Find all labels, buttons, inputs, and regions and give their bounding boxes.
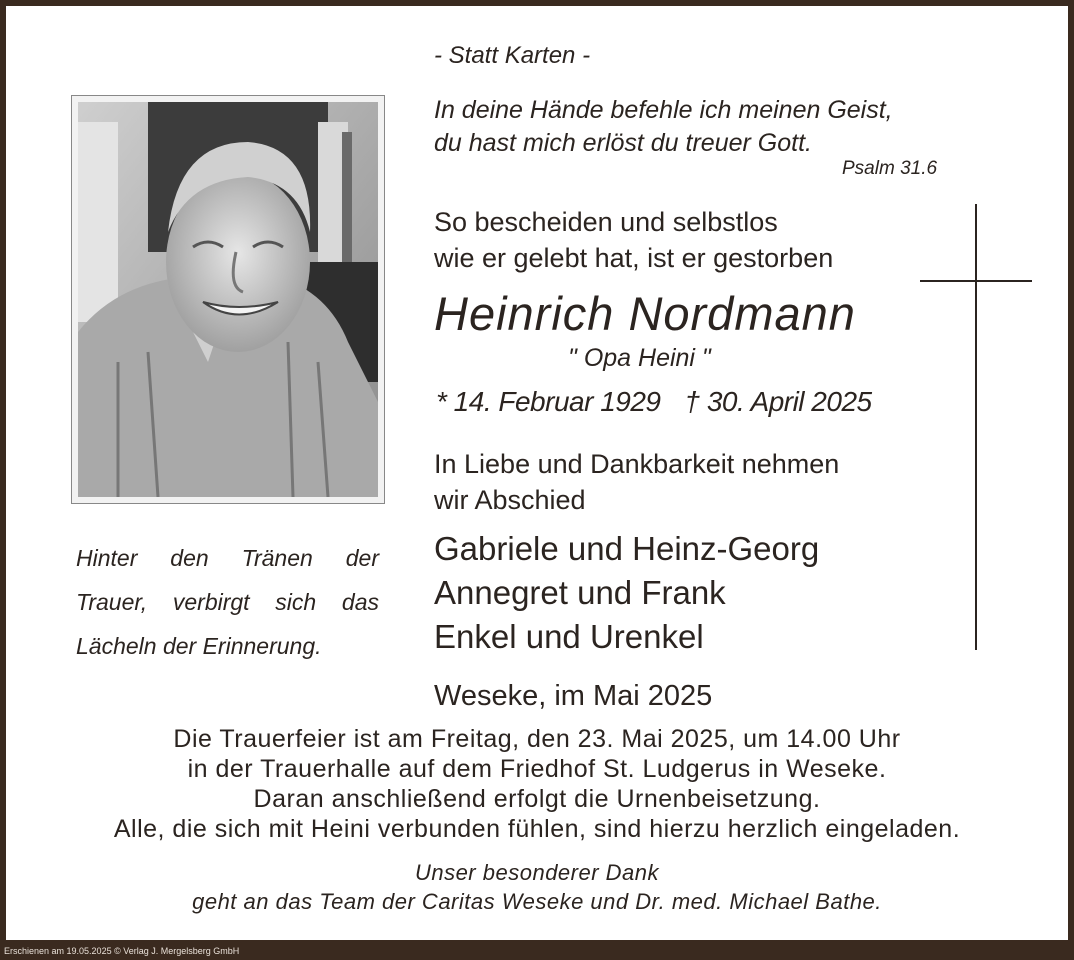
death-date: † 30. April 2025 xyxy=(684,386,872,417)
epitaph-line: So bescheiden und selbstlos xyxy=(434,207,778,237)
publication-footer: Erschienen am 19.05.2025 © Verlag J. Mergelsberg GmbH xyxy=(4,946,240,956)
ceremony-line: Daran anschließend erfolgt die Urnenbeisetzung. xyxy=(253,785,821,813)
bible-verse-line: In deine Hände befehle ich meinen Geist, xyxy=(434,96,893,124)
ceremony-info xyxy=(6,724,1068,844)
ceremony-line: in der Trauerhalle auf dem Friedhof St. Ludgerus in Weseke. xyxy=(187,755,887,783)
family-member: Gabriele und Heinz-Georg xyxy=(434,530,820,567)
ceremony-line: Die Trauerfeier ist am Freitag, den 23. Mai 2025, um 14.00 Uhr xyxy=(173,725,901,753)
deceased-name: Heinrich Nordmann xyxy=(434,287,856,340)
cross-icon xyxy=(920,204,1032,650)
bible-verse-source: Psalm 31.6 xyxy=(842,158,938,179)
quote-line: Lächeln der Erinnerung. xyxy=(76,633,322,659)
memorial-quote xyxy=(76,536,379,668)
birth-date: * 14. Februar 1929 xyxy=(436,386,661,417)
bible-verse-line: du hast mich erlöst du treuer Gott. xyxy=(434,129,812,157)
quote-line: Hinter den Tränen der xyxy=(76,545,379,571)
header-statt-karten: - Statt Karten - xyxy=(434,42,591,69)
life-dates xyxy=(436,386,872,418)
epitaph xyxy=(434,204,833,276)
portrait-photo xyxy=(78,102,378,497)
deceased-nickname: " Opa Heini " xyxy=(568,344,711,372)
farewell-text xyxy=(434,446,839,518)
quote-line: Trauer, verbirgt sich das xyxy=(76,589,379,615)
portrait-frame xyxy=(71,95,385,504)
epitaph-line: wie er gelebt hat, ist er gestorben xyxy=(434,243,834,273)
thanks-note xyxy=(6,858,1068,916)
farewell-line: wir Abschied xyxy=(434,485,586,515)
bible-verse xyxy=(434,94,893,160)
thanks-line: geht an das Team der Caritas Weseke und Dr. med. Michael Bathe. xyxy=(192,889,882,914)
family-member: Enkel und Urenkel xyxy=(434,618,704,655)
family-member: Annegret und Frank xyxy=(434,574,726,611)
place-and-date: Weseke, im Mai 2025 xyxy=(434,680,713,712)
thanks-line: Unser besonderer Dank xyxy=(414,860,660,885)
obituary-card xyxy=(6,6,1068,940)
farewell-line: In Liebe und Dankbarkeit nehmen xyxy=(434,449,840,479)
ceremony-line: Alle, die sich mit Heini verbunden fühlen, sind hierzu herzlich eingeladen. xyxy=(113,815,961,843)
